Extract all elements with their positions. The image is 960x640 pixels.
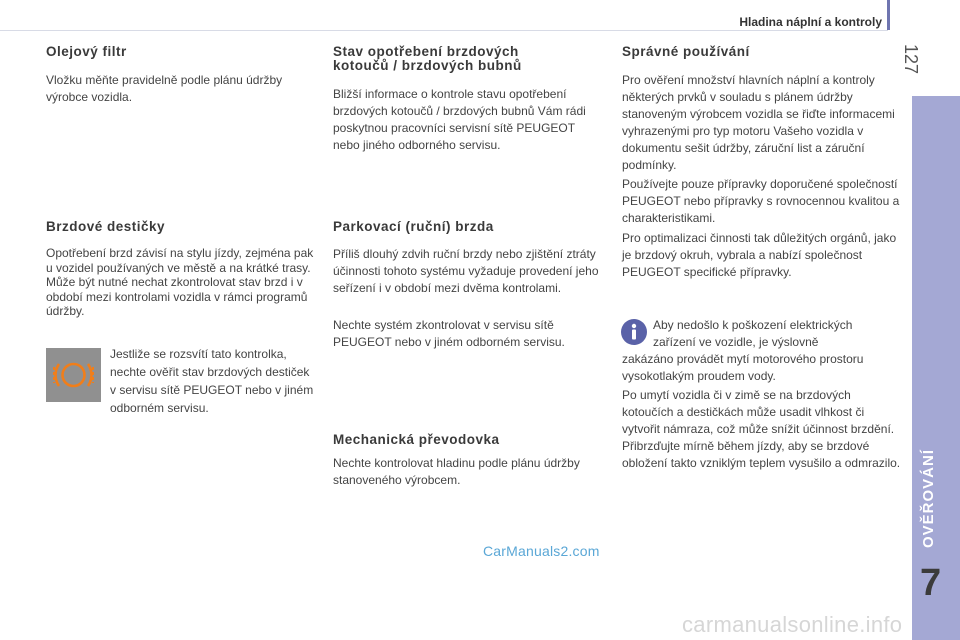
heading-proper-usage: Správné používání: [622, 44, 750, 59]
text-oil-filter: Vložku měňte pravidelně podle plánu údržby výrobce vozidla.: [46, 73, 283, 104]
text-brake-pads: Opotřebení brzd závisí na stylu jízdy, zejména pak u vozidel používaných ve městě a na krátké trasy. Může být nutné nechat zkontrolovat stav brzd i v období mezi kontrolami vozidla v rámci programů údržby.: [46, 246, 314, 318]
text-info-rest: zakázáno provádět mytí motorového prostoru vysokotlakým proudem vody.: [622, 352, 864, 383]
text-gearbox: Nechte kontrolovat hladinu podle plánu údržby stanoveného výrobcem.: [333, 456, 580, 487]
text-brake-warning-note: Jestliže se rozsvítí tato kontrolka, nechte ověřit stav brzdových destiček v servisu sítě PEUGEOT nebo v jiném odborném servisu.: [110, 347, 314, 415]
header-divider: [0, 30, 888, 31]
chapter-side-band: [912, 96, 960, 640]
text-usage-3: Pro optimalizaci činnosti tak důležitých orgánů, jako je brzdový okruh, vybrala a nabízí společnost PEUGEOT specifické přípravky.: [622, 231, 897, 279]
text-parking-brake-1: Příliš dlouhý zdvih ruční brzdy nebo zjištění ztráty účinnosti tohoto systému vyžaduje provedení jeho seřízení i v období mezi dvěma kontrolami.: [333, 247, 599, 295]
text-info-line2: zařízení ve vozidle, je výslovně: [653, 335, 819, 349]
info-icon: [620, 318, 648, 346]
chapter-section-label: OVĚŘOVÁNÍ: [920, 448, 937, 548]
heading-brake-pads: Brzdové destičky: [46, 219, 166, 234]
text-usage-2: Používejte pouze přípravky doporučené společností PEUGEOT nebo přípravky s rovnocennou kvalitou a charakteristikami.: [622, 177, 900, 225]
heading-disc-wear-line1: Stav opotřebení brzdových: [333, 44, 519, 59]
text-usage-4: Po umytí vozidla či v zimě se na brzdových kotoučích a destičkách může usadit vlhkost či vytvořit námraza, což může snížit účinnost brzdění. Přibrzďujte mírně během jízdy, aby se brzdové obložení takto vzniklým teplem vysušilo a odmrazilo.: [622, 388, 901, 470]
text-parking-brake-2: Nechte systém zkontrolovat v servisu sítě PEUGEOT nebo v jiném odborném servisu.: [333, 318, 565, 349]
page-header-title: Hladina náplní a kontroly: [739, 15, 882, 29]
text-info-line1: Aby nedošlo k poškození elektrických: [653, 318, 853, 332]
watermark-carmanuals2: CarManuals2.com: [483, 543, 600, 559]
header-accent-bar: [887, 0, 890, 30]
heading-oil-filter: Olejový filtr: [46, 44, 127, 59]
heading-disc-wear-line2: kotoučů / brzdových bubnů: [333, 58, 522, 73]
text-disc-wear: Bližší informace o kontrole stavu opotřebení brzdových kotoučů / brzdových bubnů Vám rádi poskytnou pracovníci servisní sítě PEUGEOT nebo jiného odborného servisu.: [333, 87, 586, 152]
heading-parking-brake: Parkovací (ruční) brzda: [333, 219, 494, 234]
page-number: 127: [901, 44, 921, 75]
brake-pad-warning-icon: [46, 348, 101, 402]
heading-gearbox: Mechanická převodovka: [333, 432, 500, 447]
watermark-carmanualsonline: carmanualsonline.info: [682, 612, 903, 637]
chapter-number: 7: [920, 562, 942, 604]
text-usage-1: Pro ověření množství hlavních náplní a kontroly některých prvků v souladu s plánem údržby stanoveným výrobcem vozidla se řiďte informacemi vyhrazenými pro typ motoru Vašeho vozidla v dokumentu sešit údržby, záruční list a záruční podmínky.: [622, 73, 895, 172]
